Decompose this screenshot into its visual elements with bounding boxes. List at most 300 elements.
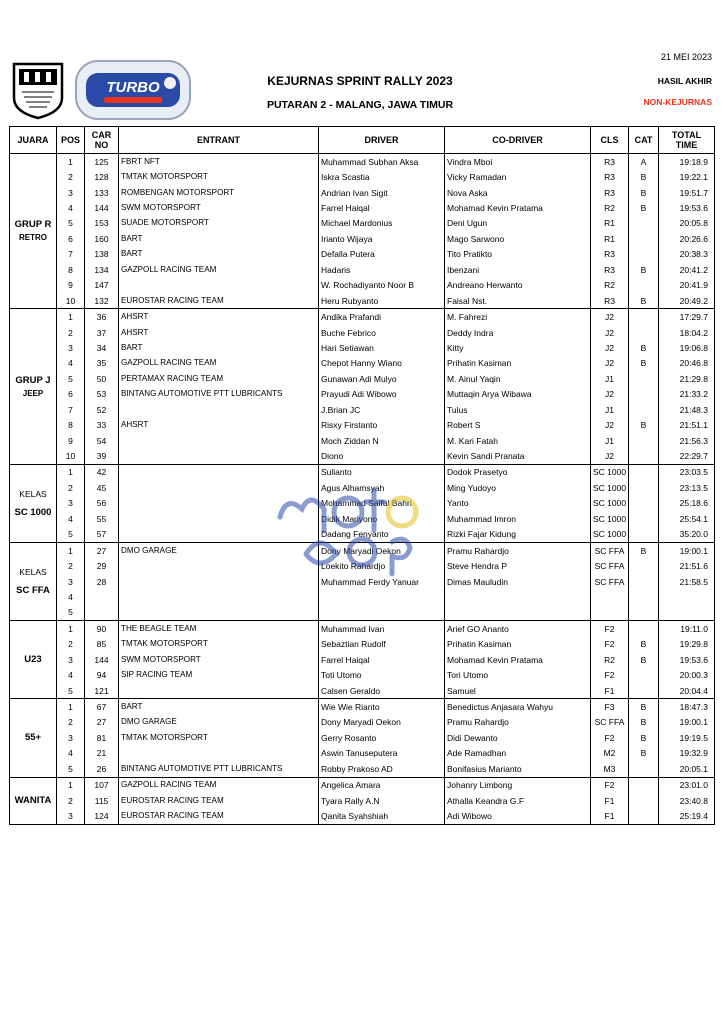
cell-co-driver: Pramu Rahardjo [445,542,591,558]
cell-cls: F1 [591,793,629,808]
cell-entrant: AHSRT [119,325,319,340]
cell-cat: B [629,715,659,730]
cell-car-no: 134 [85,262,119,277]
cell-cat [629,667,659,682]
cell-pos: 2 [57,325,85,340]
cell-co-driver: Deddy Indra [445,325,591,340]
table-row [10,231,715,246]
cell-co-driver: Vicky Ramadan [445,169,591,184]
cell-total-time: 20:38.3 [659,247,715,262]
cell-co-driver [445,589,591,604]
cell-co-driver: Didi Dewanto [445,730,591,745]
cell-total-time: 20:41.9 [659,278,715,293]
cell-entrant [119,448,319,464]
cell-entrant [119,433,319,448]
cell-total-time: 18:04.2 [659,325,715,340]
cell-car-no: 42 [85,464,119,480]
table-row [10,293,715,309]
cell-entrant: SWM MOTORSPORT [119,652,319,667]
cell-co-driver: Andreano Herwanto [445,278,591,293]
cell-cat [629,777,659,793]
cell-co-driver: Prihatin Kasiman [445,356,591,371]
cell-total-time: 21:51.1 [659,417,715,432]
table-row [10,216,715,231]
cell-pos: 4 [57,356,85,371]
table-row [10,371,715,386]
cell-cls [591,589,629,604]
cell-co-driver: Kevin Sandi Pranata [445,448,591,464]
table-row [10,761,715,777]
cell-cls: F2 [591,777,629,793]
cell-cat [629,793,659,808]
cell-total-time: 20:26.6 [659,231,715,246]
cell-cls: F1 [591,808,629,824]
cell-car-no: 27 [85,715,119,730]
col-header-driver: DRIVER [319,127,445,154]
cell-driver: Defalla Putera [319,247,445,262]
cell-pos: 2 [57,715,85,730]
cell-driver: Gunawan Adi Mulyo [319,371,445,386]
group-name: SC FFA [16,585,50,597]
cell-co-driver: Pramu Rahardjo [445,715,591,730]
cell-cls: SC 1000 [591,511,629,526]
cell-pos: 8 [57,262,85,277]
cell-entrant: BART [119,247,319,262]
cell-driver: Dadang Fenyanto [319,527,445,543]
cell-total-time [659,605,715,621]
cell-cat [629,325,659,340]
cell-car-no [85,605,119,621]
col-header-cls: CLS [591,127,629,154]
cell-total-time: 20:05.1 [659,761,715,777]
cell-total-time: 19:53.6 [659,652,715,667]
cell-pos: 1 [57,621,85,637]
cell-entrant [119,683,319,699]
table-row [10,356,715,371]
cell-car-no: 56 [85,496,119,511]
cell-car-no: 138 [85,247,119,262]
table-row [10,683,715,699]
cell-entrant: SUADE MOTORSPORT [119,216,319,231]
cell-driver: Prayudi Adi Wibowo [319,387,445,402]
cell-entrant: EUROSTAR RACING TEAM [119,808,319,824]
group-name: U23 [24,654,42,666]
cell-cls: R3 [591,169,629,184]
cell-co-driver: Muttaqin Arya Wibawa [445,387,591,402]
table-row [10,793,715,808]
table-header-row [10,127,715,154]
cell-car-no: 37 [85,325,119,340]
cell-car-no: 132 [85,293,119,309]
cell-driver: Gerry Rosanto [319,730,445,745]
group-name: WANITA [14,795,52,807]
cell-driver: Loekito Rahardjo [319,558,445,573]
kejurnas-sprint-rally-logo [10,60,66,120]
cell-driver: Muhammad Subhan Aksa [319,154,445,170]
cell-co-driver: Dodok Prasetyo [445,464,591,480]
cell-total-time: 20:49.2 [659,293,715,309]
cell-cls: F2 [591,730,629,745]
cell-cls: J2 [591,387,629,402]
cell-pos: 3 [57,574,85,589]
page-subtitle: PUTARAN 2 - MALANG, JAWA TIMUR [266,99,454,111]
cell-driver: Hadaris [319,262,445,277]
cell-car-no: 147 [85,278,119,293]
cell-co-driver: Mohamad Kevin Pratama [445,652,591,667]
cell-cat [629,247,659,262]
cell-co-driver: Tito Pratikto [445,247,591,262]
cell-total-time: 23:13.5 [659,480,715,495]
cell-co-driver: Bonifasius Marianto [445,761,591,777]
cell-pos: 3 [57,496,85,511]
cell-cls: J1 [591,433,629,448]
cell-co-driver: Mago Sarwono [445,231,591,246]
group-name: SC 1000 [14,506,52,518]
cell-cls: J2 [591,325,629,340]
cell-pos: 5 [57,683,85,699]
cell-pos: 7 [57,402,85,417]
cell-entrant: TMTAK MOTORSPORT [119,730,319,745]
cell-cat: B [629,356,659,371]
cell-cls: F3 [591,699,629,715]
group-kelas-label: KELAS [19,488,47,499]
table-row [10,621,715,637]
cell-pos: 4 [57,746,85,761]
cell-entrant [119,746,319,761]
cell-driver: Qanita Syahshiah [319,808,445,824]
cell-cls: R3 [591,154,629,170]
cell-driver: Agus Alhamsyah [319,480,445,495]
group-name: 55+ [24,732,42,744]
cell-total-time: 23:40.8 [659,793,715,808]
cell-entrant: AHSRT [119,309,319,325]
cell-total-time: 20:00.3 [659,667,715,682]
cell-cat [629,496,659,511]
cell-pos: 1 [57,154,85,170]
cell-co-driver: Johanry Limbong [445,777,591,793]
cell-car-no: 121 [85,683,119,699]
cell-cls: R2 [591,278,629,293]
cell-cat [629,527,659,543]
cell-co-driver: Benedictus Anjasara Wahyu [445,699,591,715]
cell-total-time: 18:47.3 [659,699,715,715]
cell-driver: Buche Febrico [319,325,445,340]
table-row [10,325,715,340]
group-name: GRUP R [14,219,52,231]
cell-driver: Mohammad Saiful Bahri [319,496,445,511]
cell-car-no: 153 [85,216,119,231]
cell-pos: 2 [57,637,85,652]
cell-entrant: GAZPOLL RACING TEAM [119,356,319,371]
cell-driver: Robby Prakoso AD [319,761,445,777]
cell-car-no: 21 [85,746,119,761]
cell-entrant: SIP RACING TEAM [119,667,319,682]
cell-cls: F2 [591,637,629,652]
table-row [10,746,715,761]
cell-driver: Sebaztian Rudolf [319,637,445,652]
cell-pos: 1 [57,542,85,558]
cell-car-no: 55 [85,511,119,526]
cell-co-driver: Rizki Fajar Kidung [445,527,591,543]
cell-total-time: 21:29.8 [659,371,715,386]
group-kelas-label: KELAS [19,567,47,578]
cell-entrant: BINTANG AUTOMOTIVE PTT LUBRICANTS [119,387,319,402]
cell-cat: B [629,730,659,745]
cell-cls: J2 [591,356,629,371]
cell-total-time: 20:05.8 [659,216,715,231]
table-row [10,589,715,604]
cell-cat [629,216,659,231]
cell-co-driver: Nova Aska [445,185,591,200]
group-subtitle: JEEP [22,388,44,398]
cell-driver: Farrel Haiqal [319,652,445,667]
cell-cls: J2 [591,309,629,325]
cell-entrant: PERTAMAX RACING TEAM [119,371,319,386]
table-row [10,605,715,621]
cell-co-driver: Mohamad Kevin Pratama [445,200,591,215]
cell-cat: B [629,746,659,761]
cell-pos: 3 [57,808,85,824]
cell-driver: Risxy Firstanto [319,417,445,432]
table-row [10,667,715,682]
cell-car-no: 144 [85,652,119,667]
cell-cat [629,589,659,604]
cell-total-time: 21:58.5 [659,574,715,589]
cell-cls: J2 [591,448,629,464]
cell-cat [629,371,659,386]
cell-pos: 2 [57,793,85,808]
cell-entrant: BINTANG AUTOMOTIVE PTT LUBRICANTS [119,761,319,777]
cell-total-time: 25:19.4 [659,808,715,824]
cell-car-no: 133 [85,185,119,200]
cell-pos: 9 [57,278,85,293]
cell-entrant [119,278,319,293]
cell-entrant [119,589,319,604]
cell-co-driver: Faisal Nst. [445,293,591,309]
cell-cls: R1 [591,216,629,231]
cell-car-no: 81 [85,730,119,745]
cell-car-no: 45 [85,480,119,495]
cell-car-no: 52 [85,402,119,417]
cell-cls: SC FFA [591,542,629,558]
cell-driver [319,589,445,604]
cell-car-no: 160 [85,231,119,246]
cell-cat: B [629,200,659,215]
cell-driver: Calsen Geraldo [319,683,445,699]
cell-driver: Toti Utomo [319,667,445,682]
cell-car-no: 34 [85,340,119,355]
cell-entrant: THE BEAGLE TEAM [119,621,319,637]
cell-car-no: 115 [85,793,119,808]
report-date: 21 MEI 2023 [660,52,712,62]
cell-entrant: GAZPOLL RACING TEAM [119,262,319,277]
cell-total-time: 35:20.0 [659,527,715,543]
cell-car-no: 54 [85,433,119,448]
cell-pos: 6 [57,387,85,402]
table-row [10,777,715,793]
table-row [10,154,715,170]
cell-driver: Heru Rubyanto [319,293,445,309]
group-label [10,309,57,464]
cell-driver: Wie Wie Rianto [319,699,445,715]
col-header-cat: CAT [629,127,659,154]
cell-entrant: EUROSTAR RACING TEAM [119,293,319,309]
cell-entrant: GAZPOLL RACING TEAM [119,777,319,793]
cell-cat: A [629,154,659,170]
cell-car-no: 28 [85,574,119,589]
cell-cat [629,387,659,402]
cell-driver: Sulianto [319,464,445,480]
cell-pos: 4 [57,589,85,604]
cell-pos: 5 [57,761,85,777]
cell-driver: Chepot Hanny Wiano [319,356,445,371]
cell-co-driver: Ibenzani [445,262,591,277]
cell-total-time: 19:06.8 [659,340,715,355]
table-row [10,278,715,293]
cell-cls: R2 [591,652,629,667]
cell-cat [629,278,659,293]
cell-entrant [119,402,319,417]
cell-cat: B [629,262,659,277]
cell-co-driver: M. Ainul Yaqin [445,371,591,386]
cell-cls: M2 [591,746,629,761]
cell-driver: Irianto Wijaya [319,231,445,246]
page-title: KEJURNAS SPRINT RALLY 2023 [267,74,453,88]
cell-car-no: 39 [85,448,119,464]
cell-cat [629,605,659,621]
cell-pos: 1 [57,309,85,325]
cell-entrant: SWM MOTORSPORT [119,200,319,215]
cell-pos: 4 [57,511,85,526]
cell-cat [629,574,659,589]
cell-driver: Aswin Tanuseputera [319,746,445,761]
cell-total-time: 22:29.7 [659,448,715,464]
cell-co-driver: Prihatin Kasiman [445,637,591,652]
table-row [10,417,715,432]
cell-total-time: 23:01.0 [659,777,715,793]
cell-cls: M3 [591,761,629,777]
cell-entrant: AHSRT [119,417,319,432]
cell-car-no: 36 [85,309,119,325]
cell-car-no: 67 [85,699,119,715]
table-row [10,200,715,215]
cell-pos: 3 [57,185,85,200]
cell-driver [319,605,445,621]
cell-pos: 1 [57,464,85,480]
cell-total-time [659,589,715,604]
cell-pos: 9 [57,433,85,448]
cell-total-time: 19:32.9 [659,746,715,761]
cell-pos: 6 [57,231,85,246]
cell-pos: 10 [57,293,85,309]
table-row [10,247,715,262]
cell-cat: B [629,542,659,558]
cell-driver: J.Brian JC [319,402,445,417]
cell-total-time: 21:48.3 [659,402,715,417]
cell-car-no: 125 [85,154,119,170]
cell-co-driver: Kitty [445,340,591,355]
cell-cat: B [629,169,659,184]
cell-entrant [119,605,319,621]
cell-driver: Angelica Amara [319,777,445,793]
cell-co-driver: M. Kari Fatah [445,433,591,448]
cell-cls: F2 [591,667,629,682]
cell-driver: Muhammad Ferdy Yanuar [319,574,445,589]
cell-car-no: 26 [85,761,119,777]
cell-entrant: DMO GARAGE [119,715,319,730]
cell-entrant: BART [119,699,319,715]
cell-driver: Iskra Scastia [319,169,445,184]
cell-driver: Andrian Ivan Sigit [319,185,445,200]
cell-cls: J2 [591,340,629,355]
cell-driver: W. Rochadiyanto Noor B [319,278,445,293]
cell-pos: 1 [57,699,85,715]
cell-pos: 3 [57,340,85,355]
cell-total-time: 25:18.6 [659,496,715,511]
cell-cls: SC 1000 [591,464,629,480]
cell-co-driver: Samuel [445,683,591,699]
cell-car-no: 128 [85,169,119,184]
cell-car-no: 50 [85,371,119,386]
cell-entrant: TMTAK MOTORSPORT [119,169,319,184]
group-label [10,777,57,824]
cell-entrant: EUROSTAR RACING TEAM [119,793,319,808]
cell-total-time: 20:41.2 [659,262,715,277]
cell-car-no: 107 [85,777,119,793]
cell-total-time: 23:03.5 [659,464,715,480]
cell-car-no: 94 [85,667,119,682]
cell-car-no: 29 [85,558,119,573]
non-kejurnas-label: NON-KEJURNAS [643,97,712,107]
cell-cls: R1 [591,231,629,246]
cell-cat: B [629,293,659,309]
cell-cls: SC FFA [591,715,629,730]
cell-pos: 2 [57,558,85,573]
cell-co-driver: Ade Ramadhan [445,746,591,761]
cell-total-time: 20:04.4 [659,683,715,699]
cell-car-no: 27 [85,542,119,558]
cell-driver: Hari Setiawan [319,340,445,355]
cell-cls: R3 [591,262,629,277]
cell-cat: B [629,637,659,652]
cell-pos: 3 [57,730,85,745]
cell-pos: 1 [57,777,85,793]
cell-total-time: 21:51.6 [659,558,715,573]
cell-car-no: 53 [85,387,119,402]
table-row [10,340,715,355]
col-header-total-time: TOTAL TIME [659,127,715,154]
cell-pos: 5 [57,371,85,386]
cell-pos: 2 [57,480,85,495]
cell-pos: 5 [57,216,85,231]
cell-cls [591,605,629,621]
table-row [10,699,715,715]
cell-cls: SC FFA [591,574,629,589]
table-row [10,637,715,652]
cell-driver: Michael Mardonius [319,216,445,231]
table-row [10,730,715,745]
group-label [10,542,57,620]
cell-driver: Moch Ziddan N [319,433,445,448]
cell-co-driver: Yanto [445,496,591,511]
cell-cat [629,309,659,325]
cell-car-no [85,589,119,604]
cell-co-driver: Arief GO Ananto [445,621,591,637]
cell-cat: B [629,652,659,667]
cell-car-no: 144 [85,200,119,215]
cell-entrant: BART [119,340,319,355]
cell-co-driver: M. Fahrezi [445,309,591,325]
